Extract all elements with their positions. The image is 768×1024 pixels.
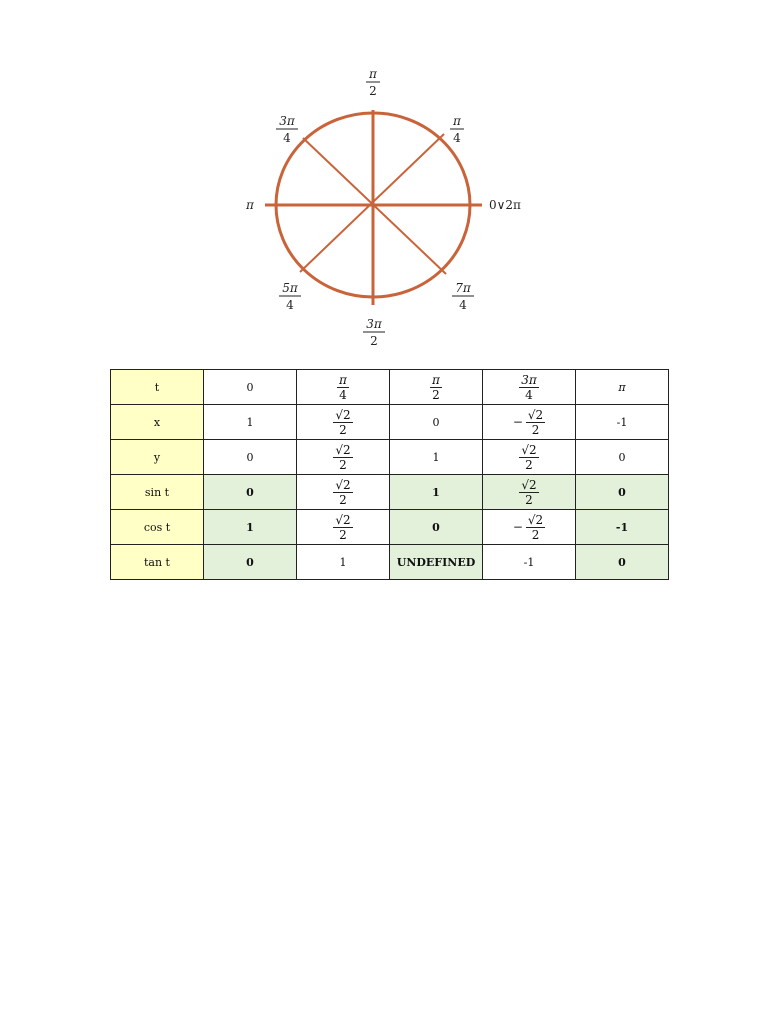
table-cell xyxy=(483,475,576,510)
table-row xyxy=(111,440,669,475)
cell-value: 0 xyxy=(618,485,626,499)
fraction xyxy=(519,374,539,401)
fraction-numerator: √2 xyxy=(527,407,544,422)
cell-value: -1 xyxy=(523,555,535,569)
table-cell xyxy=(390,370,483,405)
fraction xyxy=(526,514,545,541)
cell-value: 0 xyxy=(246,485,254,499)
fraction-numerator: √2 xyxy=(527,512,544,527)
table-cell xyxy=(297,405,390,440)
table-cell xyxy=(483,510,576,545)
fraction-denominator: 2 xyxy=(339,492,347,507)
fraction-numerator: π xyxy=(339,372,347,387)
trig-values-table xyxy=(110,369,669,580)
table-cell xyxy=(576,440,669,475)
table-row xyxy=(111,475,669,510)
table-cell xyxy=(576,405,669,440)
cell-value: π xyxy=(618,380,626,394)
label-top-right-num: π xyxy=(453,114,461,128)
fraction-numerator: √2 xyxy=(335,477,351,492)
minus-sign: − xyxy=(512,415,523,429)
cell-value: 0 xyxy=(618,555,626,569)
label-left: π xyxy=(246,198,254,212)
fraction xyxy=(430,374,442,401)
cell-value: 1 xyxy=(246,520,254,534)
label-bottom-right-den: 4 xyxy=(459,298,467,312)
fraction-denominator: 2 xyxy=(339,457,347,472)
table-cell xyxy=(483,405,576,440)
table-cell xyxy=(204,545,297,580)
fraction xyxy=(526,409,545,436)
label-bottom-left-den: 4 xyxy=(286,298,294,312)
table-cell xyxy=(390,405,483,440)
table-row xyxy=(111,545,669,580)
table-cell xyxy=(297,440,390,475)
table-cell xyxy=(576,510,669,545)
cell-value: 1 xyxy=(246,415,254,429)
fraction-denominator: 2 xyxy=(339,422,347,437)
fraction-numerator: √2 xyxy=(521,442,537,457)
fraction xyxy=(333,514,352,541)
table-cell xyxy=(297,370,390,405)
table-cell xyxy=(390,475,483,510)
label-bottom-den: 2 xyxy=(370,334,378,348)
table-cell xyxy=(483,440,576,475)
fraction xyxy=(519,444,538,471)
cell-value: UNDEFINED xyxy=(396,555,476,569)
fraction-denominator: 2 xyxy=(531,527,540,542)
fraction-denominator: 2 xyxy=(525,492,533,507)
row-header: tan t xyxy=(111,545,204,580)
cell-value: -1 xyxy=(616,415,628,429)
table-cell xyxy=(204,370,297,405)
row-header: sin t xyxy=(111,475,204,510)
table-cell xyxy=(576,475,669,510)
table-cell xyxy=(297,545,390,580)
table-cell xyxy=(483,370,576,405)
cell-value: 0 xyxy=(246,555,254,569)
fraction xyxy=(333,444,352,471)
table-row xyxy=(111,510,669,545)
fraction-denominator: 4 xyxy=(525,387,533,402)
cell-value: 0 xyxy=(246,380,254,394)
label-top-left-num: 3π xyxy=(279,114,295,128)
table-row xyxy=(111,405,669,440)
cell-value: 0 xyxy=(432,415,440,429)
row-header: y xyxy=(111,440,204,475)
fraction-numerator: √2 xyxy=(521,477,537,492)
table-cell xyxy=(204,475,297,510)
row-header: t xyxy=(111,370,204,405)
fraction xyxy=(519,479,538,506)
cell-value: 1 xyxy=(432,450,440,464)
table-cell xyxy=(576,545,669,580)
table-cell xyxy=(390,440,483,475)
label-right: 0∨2π xyxy=(489,198,521,212)
table-cell xyxy=(390,545,483,580)
fraction xyxy=(337,374,349,401)
fraction-numerator: √2 xyxy=(335,407,351,422)
table-cell xyxy=(576,370,669,405)
fraction xyxy=(333,409,352,436)
cell-value: 0 xyxy=(432,520,440,534)
label-top-left-den: 4 xyxy=(283,131,291,145)
cell-value: -1 xyxy=(615,520,629,534)
table-cell xyxy=(204,405,297,440)
fraction-denominator: 4 xyxy=(339,387,347,402)
fraction-denominator: 2 xyxy=(432,387,440,402)
cell-value: 1 xyxy=(432,485,440,499)
unit-circle-diagram xyxy=(0,0,768,360)
fraction-numerator: √2 xyxy=(335,512,351,527)
table-cell xyxy=(297,475,390,510)
fraction-denominator: 2 xyxy=(525,457,533,472)
label-top-right-den: 4 xyxy=(453,131,461,145)
label-bottom-num: 3π xyxy=(366,317,382,331)
label-bottom-right-num: 7π xyxy=(455,281,471,295)
label-bottom-left-num: 5π xyxy=(282,281,298,295)
table-cell xyxy=(390,510,483,545)
fraction-denominator: 2 xyxy=(339,527,347,542)
cell-value: 0 xyxy=(618,450,626,464)
fraction-denominator: 2 xyxy=(531,422,540,437)
label-top-num: π xyxy=(369,67,377,81)
table-cell xyxy=(483,545,576,580)
fraction-numerator: √2 xyxy=(335,442,351,457)
row-header: x xyxy=(111,405,204,440)
fraction xyxy=(333,479,352,506)
table-cell xyxy=(204,440,297,475)
row-header: cos t xyxy=(111,510,204,545)
minus-sign: − xyxy=(512,520,523,534)
fraction-numerator: π xyxy=(432,372,440,387)
table-cell xyxy=(204,510,297,545)
cell-value: 0 xyxy=(246,450,254,464)
fraction-numerator: 3π xyxy=(521,372,537,387)
label-top-den: 2 xyxy=(369,84,377,98)
table-cell xyxy=(297,510,390,545)
table-row xyxy=(111,370,669,405)
cell-value: 1 xyxy=(339,555,347,569)
